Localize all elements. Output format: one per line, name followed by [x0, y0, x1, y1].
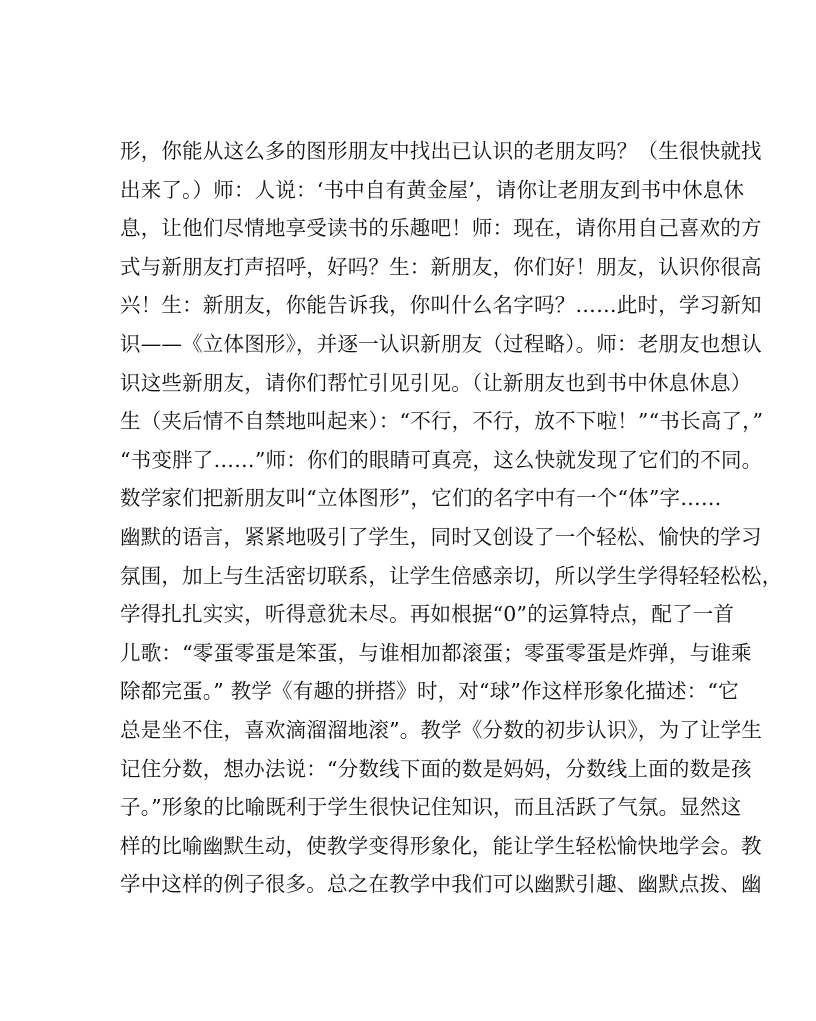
text-line: 子。”形象的比喻既利于学生很快记住知识，而且活跃了气氛。显然这 — [120, 795, 742, 820]
text-line: 兴！生：新朋友，你能告诉我，你叫什么名字吗？……此时，学习新知 — [120, 293, 762, 318]
text-line: 总是坐不住，喜欢滴溜溜地滚”。教学《分数的初步认识》，为了让学生 — [120, 717, 763, 742]
text-line: 儿歌：“零蛋零蛋是笨蛋，与谁相加都滚蛋；零蛋零蛋是炸弹，与谁乘 — [120, 640, 752, 665]
text-line: 息，让他们尽情地享受读书的乐趣吧！师：现在，请你用自己喜欢的方 — [120, 216, 762, 241]
text-line: 学中这样的例子很多。总之在教学中我们可以幽默引趣、幽默点拨、幽 — [120, 872, 762, 897]
body-text — [120, 132, 783, 904]
text-line: 除都完蛋。” 教学《有趣的拼搭》时，对“球”作这样形象化描述：“它 — [120, 679, 739, 704]
text-line: 识——《立体图形》，并逐一认识新朋友（过程略）。师：老朋友也想认 — [120, 331, 762, 356]
text-line: 出来了。）师：人说：‘书中自有黄金屋’，请你让老朋友到书中休息休 — [120, 177, 745, 202]
text-line: 氛围，加上与生活密切联系，让学生倍感亲切，所以学生学得轻轻松松， — [120, 563, 783, 588]
text-line: 学得扎扎实实，听得意犹未尽。再如根据“0”的运算特点，配了一首 — [120, 602, 735, 627]
text-line: 样的比喻幽默生动，使教学变得形象化，能让学生轻松愉快地学会。教 — [120, 833, 762, 858]
text-line: 形，你能从这么多的图形朋友中找出已认识的老朋友吗？（生很快就找 — [120, 139, 762, 163]
text-line: “书变胖了……”师：你们的眼睛可真亮，这么快就发现了它们的不同。 — [120, 447, 763, 472]
text-line: 记住分数，想办法说：“分数线下面的数是妈妈，分数线上面的数是孩 — [120, 756, 752, 781]
text-line: 幽默的语言，紧紧地吸引了学生，同时又创设了一个轻松、愉快的学习 — [120, 524, 762, 549]
text-line: 数学家们把新朋友叫“立体图形”，它们的名字中有一个“体”字…… — [120, 486, 722, 511]
text-line: 识这些新朋友，请你们帮忙引见引见。（让新朋友也到书中休息休息） — [120, 370, 752, 395]
text-line: 生（夹后情不自禁地叫起来）：“不行，不行，放不下啦！”“书长高了，” — [120, 409, 764, 434]
text-line: 式与新朋友打声招呼，好吗？生：新朋友，你们好！朋友，认识你很高 — [120, 254, 762, 279]
